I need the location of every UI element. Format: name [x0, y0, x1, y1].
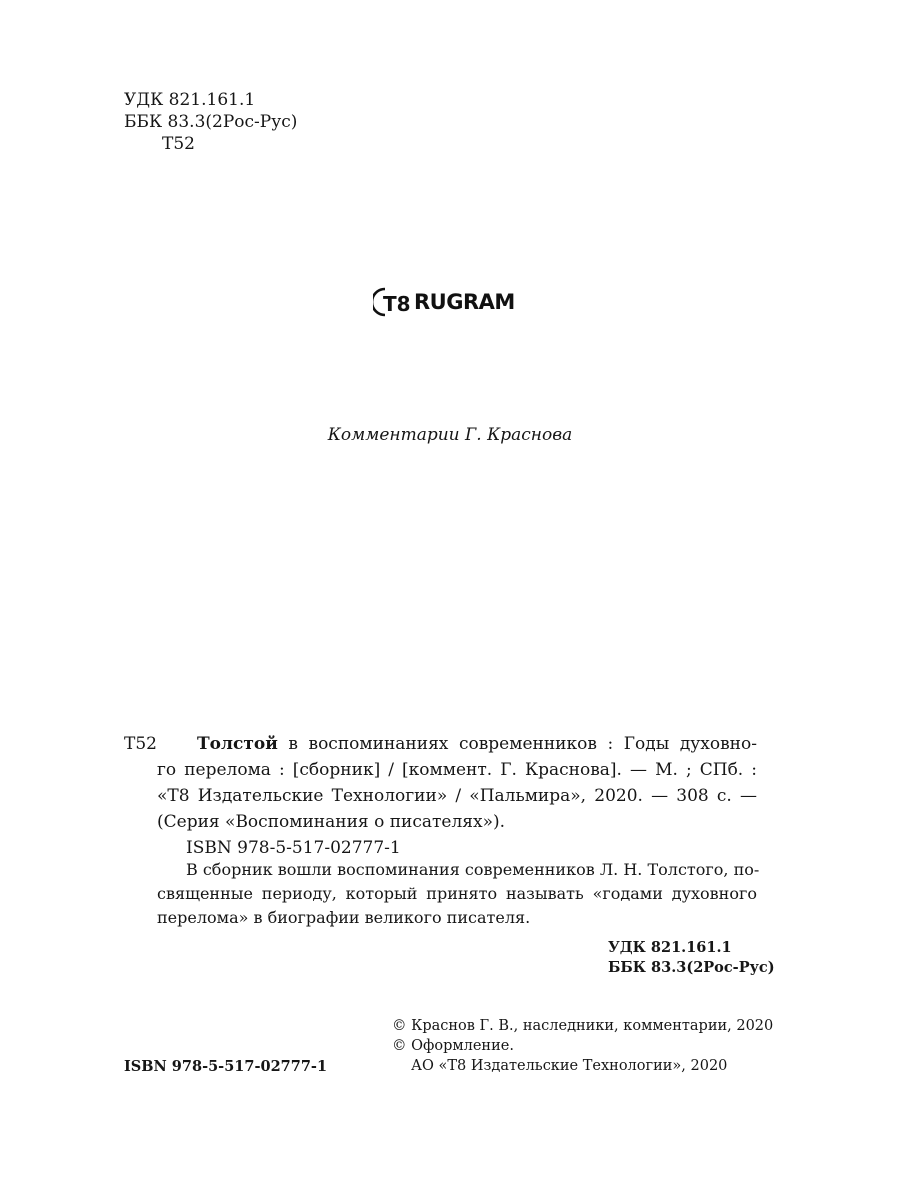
copyright-line-3: АО «Т8 Издательские Технологии», 2020 — [411, 1058, 728, 1074]
catalog-line-4: (Серия «Воспоминания о писателях»). — [157, 812, 506, 832]
author-mark-top: Т52 — [162, 134, 195, 154]
bbk-code-top: ББК 83.3(2Рос-Рус) — [124, 112, 298, 132]
logo-wordmark: RUGRAM — [414, 290, 515, 314]
copyright-line-2: © Оформление. — [392, 1038, 514, 1054]
catalog-line-1-rest: в воспоминаниях современников : Годы духовно- — [277, 734, 757, 754]
catalog-line-1 — [197, 731, 757, 757]
logo-mark-text: T8 — [383, 292, 411, 316]
copyright-line-1: © Краснов Г. В., наследники, комментарии, 2020 — [392, 1018, 774, 1034]
annotation-line-3: перелома» в биографии великого писателя. — [157, 908, 531, 927]
catalog-author-mark: Т52 — [124, 734, 157, 754]
catalog-isbn: ISBN 978-5-517-02777-1 — [186, 838, 401, 858]
commentary-credit: Комментарии Г. Краснова — [327, 425, 573, 445]
catalog-line-3: «Т8 Издательские Технологии» / «Пальмира», 2020. — 308 с. — — [157, 786, 757, 806]
annotation-line-2: священные периоду, который принято называть «годами духовного — [157, 884, 757, 903]
annotation-line-1: В сборник вошли воспоминания современников Л. Н. Толстого, по- — [186, 860, 760, 879]
udk-code-bottom: УДК 821.161.1 — [608, 939, 732, 956]
udk-code-top: УДК 821.161.1 — [124, 90, 256, 110]
catalog-title-bold: Толстой — [197, 734, 278, 754]
bbk-code-bottom: ББК 83.3(2Рос-Рус) — [608, 959, 775, 976]
t8-logo-icon — [373, 285, 411, 319]
catalog-line-2: го перелома : [сборник] / [коммент. Г. Краснова]. — М. ; СПб. : — [157, 760, 757, 780]
publisher-logo — [373, 285, 515, 319]
footer-isbn: ISBN 978-5-517-02777-1 — [124, 1058, 328, 1075]
